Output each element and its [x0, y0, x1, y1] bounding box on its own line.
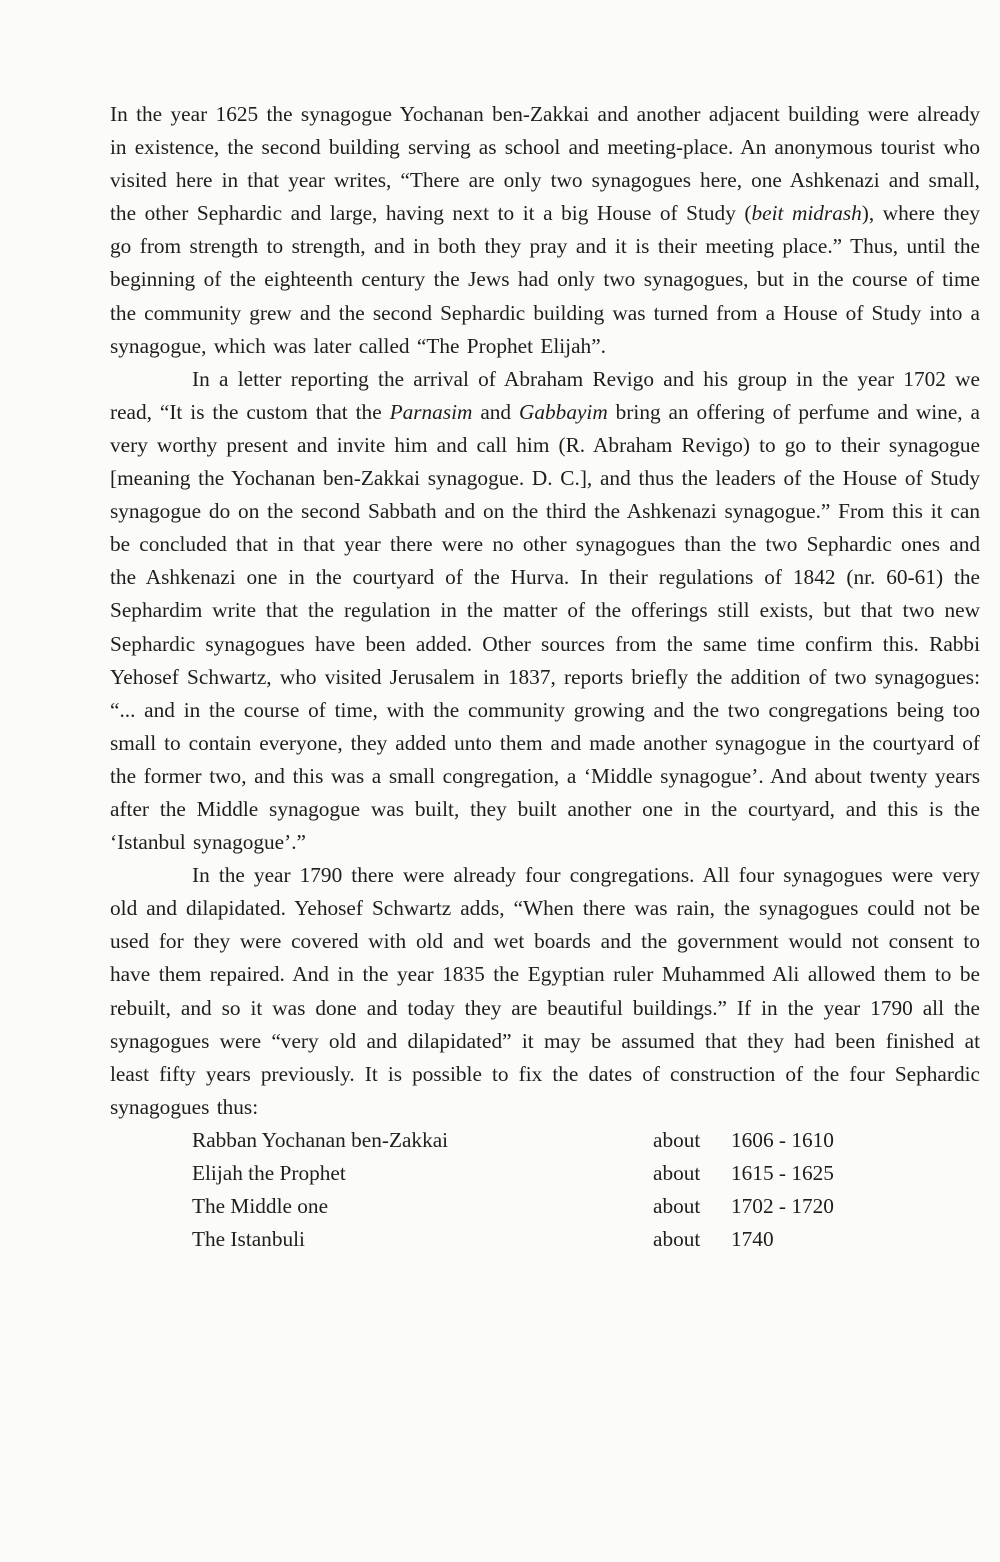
date-row [192, 1157, 982, 1190]
date-range: 1615 - 1625 [731, 1161, 834, 1185]
date-range: 1606 - 1610 [731, 1127, 834, 1152]
text-segment: bring an offering of perfume and wine, a very worthy present and invite him and call him (R. Abraham Revigo) to go to their synagogue [meaning the Yochanan ben-Zakkai synagogue. D. C.], and thus the leaders of the House of Study synagogue do on the second Sabbath and on the third the Ashkenazi synagogue.” From this it can be concluded that in that year there were no other synagogues than the two Sephardic ones and the Ashkenazi one in the courtyard of the Hurva. In their regulations of 1842 (nr. 60-61) the Sephardim write that the regulation in the matter of the offerings still exists, but that two new Sephardic synagogues have been added. Other sources from the same time confirm this. Rabbi Yehosef Schwartz, who visited Jerusalem in 1837, reports briefly the addition of two synagogues: “... and in the course of time, with the community growing and the two congregations being too small to contain everyone, they added unto them and made another synagogue in the courtyard of the former two, and this was a small congregation, a ‘Middle synagogue’. And about twenty years after the Middle synagogue was built, they built another one in the courtyard, and this is the ‘Istanbul synagogue’.” [110, 399, 980, 855]
text-segment: ), where they go from strength to strength, and in both they pray and it is their meeting place.” Thus, until the beginning of the eighteenth century the Jews had only two synagogues, but in the course of time the community grew and the second Sephardic building was turned from a House of Study into a synagogue, which was later called “The Prophet Elijah”. [110, 201, 980, 358]
text-segment: In the year 1790 there were already four congregations. All four synagogues were very old and dilapidated. Yehosef Schwartz adds, “When there was rain, the synagogues could not be used for they were covered with old and wet boards and the government would not consent to have them repaired. And in the year 1835 the Egyptian ruler Muhammed Ali allowed them to be rebuilt, and so it was done and today they are beautiful buildings.” If in the year 1790 all the synagogues were “very old and dilapidated” it may be assumed that they had been finished at least fifty years previously. It is possible to fix the dates of construction of the four Sephardic synagogues thus: [110, 863, 980, 1119]
about-label: about [653, 1127, 701, 1152]
paragraph-1 [110, 98, 980, 363]
construction-dates-list [192, 1124, 982, 1256]
about-label: about [653, 1227, 701, 1252]
body-text [110, 98, 980, 1124]
about-label: about [653, 1161, 701, 1185]
text-segment: In the year 1625 the synagogue Yochanan ben-Zakkai and another adjacent building were already in existence, the second building serving as school and meeting-place. An anonymous tourist who visited here in that year writes, “There are only two synagogues here, one Ashkenazi and small, the other Sephardic and large, having next to it a big House of Study ( [110, 102, 980, 226]
paragraph-3 [110, 859, 980, 1124]
synagogue-name: Rabban Yochanan ben-Zakkai [192, 1127, 449, 1152]
date-row [192, 1223, 982, 1256]
text-segment: and [472, 399, 519, 424]
date-row [192, 1190, 982, 1223]
italic-term: Gabbayim [519, 399, 608, 424]
paragraph-2 [110, 363, 980, 859]
synagogue-name: The Middle one [192, 1194, 329, 1219]
about-label: about [653, 1194, 701, 1219]
synagogue-name: The Istanbuli [192, 1227, 305, 1252]
date-range: 1740 [731, 1227, 774, 1252]
date-row [192, 1124, 982, 1157]
italic-term: beit midrash [751, 201, 862, 226]
date-range: 1702 - 1720 [731, 1194, 834, 1219]
synagogue-name: Elijah the Prophet [192, 1161, 346, 1185]
italic-term: Parnasim [389, 399, 473, 424]
text-segment: In a letter reporting the arrival of Abraham Revigo and his group in the year 1702 we read, “It is the custom that the [110, 366, 980, 424]
